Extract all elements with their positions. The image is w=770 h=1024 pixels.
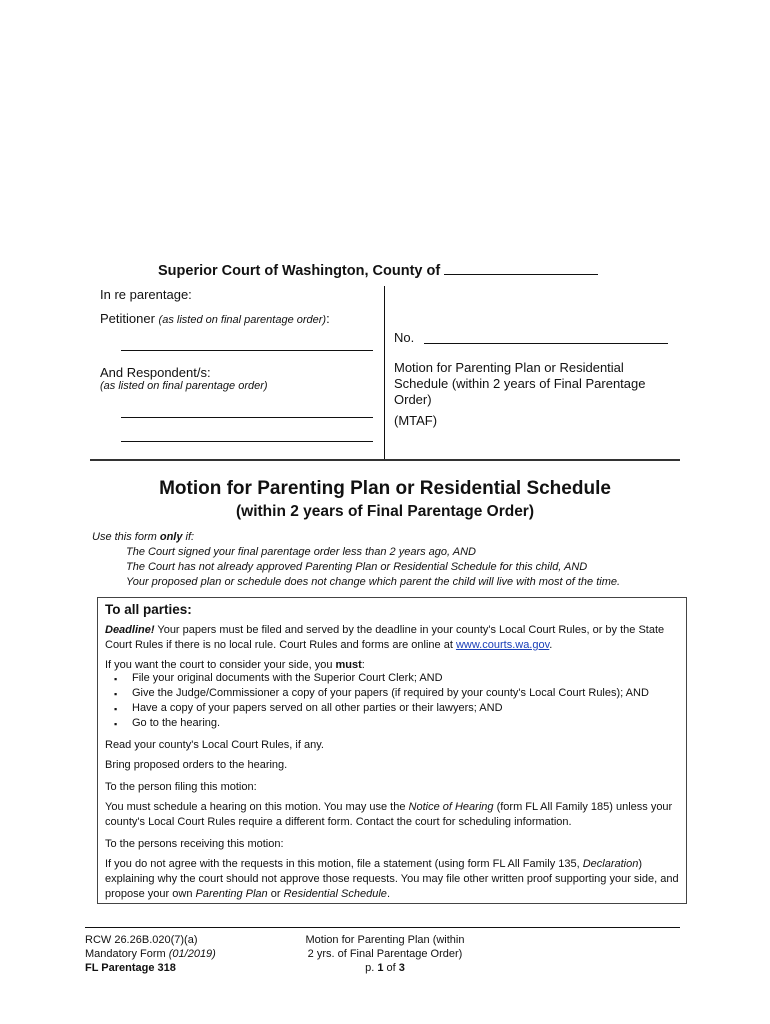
- court-title: Superior Court of Washington, County of: [158, 262, 598, 279]
- all-parties-heading: To all parties:: [105, 602, 192, 617]
- footer-center-line2: 2 yrs. of Final Parentage Order): [307, 948, 463, 960]
- county-blank[interactable]: [444, 262, 598, 275]
- receiving-paragraph: If you do not agree with the requests in this motion, file a statement (using form FL All Family 135, Declaration) explaining why the court should not approve those requests. You may file other written proof supporting your side, and propose your own Parenting Plan or Residential Schedule.: [105, 858, 679, 900]
- document-title: Motion for Parenting Plan or Residential Schedule: [159, 478, 611, 499]
- caption-divider: [384, 286, 385, 460]
- motion-title-line3: Order): [394, 392, 432, 407]
- use-form-item: The Court has not already approved Parenting Plan or Residential Schedule for this child, AND: [126, 561, 588, 573]
- footer-form-id: FL Parentage 318: [85, 962, 176, 974]
- respondent-note: (as listed on final parentage order): [100, 380, 268, 392]
- bullet-icon: ▪: [114, 689, 118, 699]
- case-number-label: No.: [394, 330, 415, 345]
- list-item: Go to the hearing.: [132, 717, 221, 729]
- motion-title-line1: Motion for Parenting Plan or Residential: [394, 360, 624, 375]
- filing-paragraph: You must schedule a hearing on this motion. You may use the Notice of Hearing (form FL All Family 185) unless your county's Local Court Rules require a different form. Contact the court for scheduling information.: [105, 801, 673, 828]
- courts-link[interactable]: www.courts.wa.gov: [455, 639, 550, 651]
- respondent-name-line-2[interactable]: [121, 441, 373, 442]
- respondent-name-line-1[interactable]: [121, 417, 373, 418]
- list-item: File your original documents with the Superior Court Clerk; AND: [132, 672, 443, 684]
- list-item: Give the Judge/Commissioner a copy of your papers (if required by your county's Local Court Rules); AND: [132, 687, 649, 699]
- footer-rcw: RCW 26.26B.020(7)(a): [85, 934, 198, 946]
- must-paragraph: If you want the court to consider your side, you must:: [105, 659, 365, 671]
- filing-heading: To the person filing this motion:: [105, 781, 257, 793]
- petitioner-label: Petitioner (as listed on final parentage order):: [100, 311, 330, 326]
- footer-mandatory: Mandatory Form (01/2019): [85, 948, 216, 960]
- form-code: (MTAF): [394, 413, 438, 428]
- receiving-heading: To the persons receiving this motion:: [105, 838, 284, 850]
- bring-orders-text: Bring proposed orders to the hearing.: [105, 759, 288, 771]
- document-subtitle: (within 2 years of Final Parentage Order): [235, 503, 535, 520]
- use-form-item: The Court signed your final parentage order less than 2 years ago, AND: [126, 546, 476, 558]
- bullet-icon: ▪: [114, 674, 118, 684]
- caption-rule: [90, 459, 680, 461]
- use-form-item: Your proposed plan or schedule does not change which parent the child will live with most of the time.: [126, 576, 621, 588]
- use-form-intro: Use this form only if:: [92, 531, 195, 543]
- deadline-paragraph: Deadline! Your papers must be filed and served by the deadline in your county's Local Court Rules, or by the State Court Rules if there is no local rule. Court Rules and forms are online at www.courts.wa.gov.: [105, 624, 665, 651]
- respondent-label: And Respondent/s:: [100, 365, 211, 380]
- motion-title-line2: Schedule (within 2 years of Final Parentage: [394, 376, 646, 391]
- case-number-line[interactable]: [424, 343, 668, 344]
- footer-center-line1: Motion for Parenting Plan (within: [305, 934, 465, 946]
- footer-rule: [85, 927, 680, 928]
- bullet-icon: ▪: [114, 719, 118, 729]
- read-rules-text: Read your county's Local Court Rules, if any.: [105, 739, 324, 751]
- in-re-label: In re parentage:: [100, 287, 192, 302]
- page-number: p. 1 of 3: [365, 962, 405, 974]
- petitioner-name-line[interactable]: [121, 350, 373, 351]
- list-item: Have a copy of your papers served on all other parties or their lawyers; AND: [132, 702, 503, 714]
- bullet-icon: ▪: [114, 704, 118, 714]
